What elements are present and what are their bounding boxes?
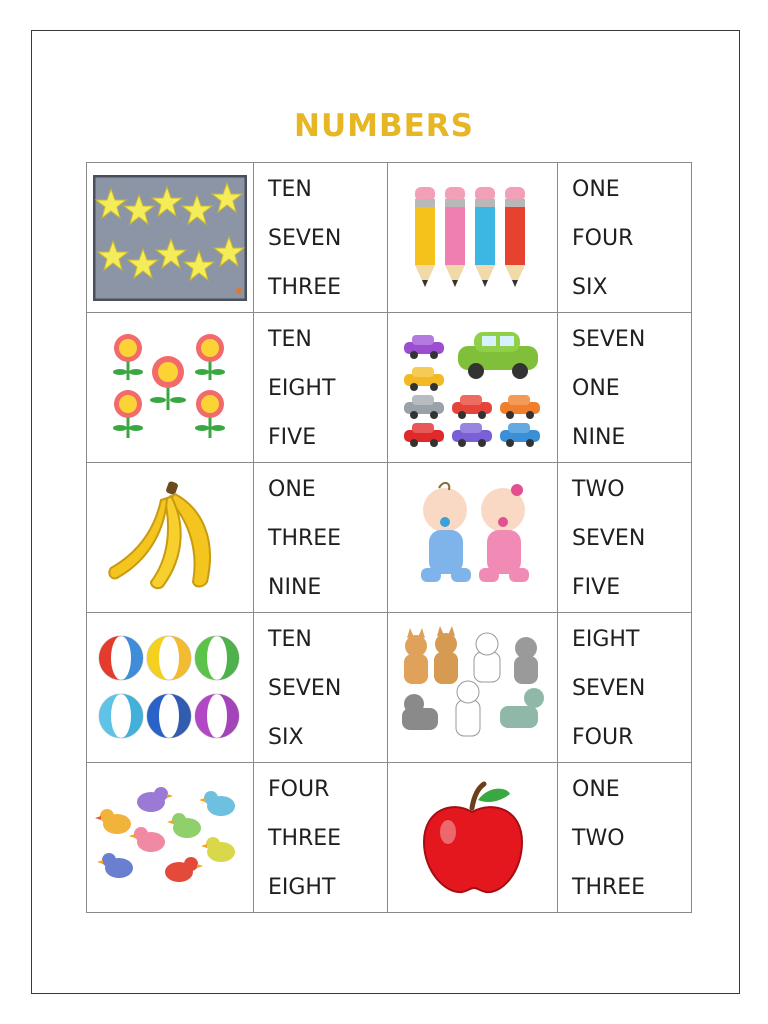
choice-word[interactable]: SIX xyxy=(572,275,608,300)
choice-word[interactable]: THREE xyxy=(268,526,342,551)
choice-word[interactable]: TWO xyxy=(572,826,625,851)
table-row xyxy=(87,313,692,463)
choice-word[interactable]: TWO xyxy=(572,477,625,502)
choice-word[interactable]: SEVEN xyxy=(572,676,646,701)
choice-word[interactable]: ONE xyxy=(572,177,620,202)
choice-word[interactable]: SEVEN xyxy=(572,526,646,551)
table-row xyxy=(87,463,692,613)
stars-icon xyxy=(93,175,247,301)
choices-cell xyxy=(558,763,692,913)
cars-icon xyxy=(400,328,546,448)
choice-word[interactable]: THREE xyxy=(572,875,646,900)
picture-cell xyxy=(87,313,254,463)
choices-cell xyxy=(254,613,388,763)
choice-word[interactable]: ONE xyxy=(572,376,620,401)
flowers-icon xyxy=(100,328,240,448)
choice-word[interactable]: ONE xyxy=(572,777,620,802)
choice-word[interactable]: SEVEN xyxy=(268,676,342,701)
choice-word[interactable]: FOUR xyxy=(268,777,330,802)
picture-cell xyxy=(87,163,254,313)
choices-cell xyxy=(558,613,692,763)
choices-cell xyxy=(558,313,692,463)
picture-cell xyxy=(87,763,254,913)
babies-icon xyxy=(403,476,543,600)
birds-icon xyxy=(95,780,245,896)
choice-word[interactable]: FIVE xyxy=(268,425,317,450)
choice-word[interactable]: NINE xyxy=(572,425,626,450)
choices-cell xyxy=(254,313,388,463)
choice-word[interactable]: FIVE xyxy=(572,575,621,600)
picture-cell xyxy=(388,163,558,313)
choice-word[interactable]: SEVEN xyxy=(572,327,646,352)
table-row xyxy=(87,613,692,763)
picture-cell xyxy=(87,463,254,613)
picture-cell xyxy=(87,613,254,763)
choice-word[interactable]: EIGHT xyxy=(572,627,640,652)
choice-word[interactable]: NINE xyxy=(268,575,322,600)
table-row xyxy=(87,763,692,913)
choices-cell xyxy=(254,163,388,313)
choices-cell xyxy=(254,463,388,613)
picture-cell xyxy=(388,763,558,913)
choice-word[interactable]: TEN xyxy=(268,327,312,352)
page-title: NUMBERS xyxy=(294,108,474,144)
choice-word[interactable]: FOUR xyxy=(572,725,634,750)
picture-cell xyxy=(388,463,558,613)
choice-word[interactable]: FOUR xyxy=(572,226,634,251)
choice-word[interactable]: TEN xyxy=(268,177,312,202)
choice-word[interactable]: SEVEN xyxy=(268,226,342,251)
choice-word[interactable]: THREE xyxy=(268,275,342,300)
choices-cell xyxy=(558,163,692,313)
picture-cell xyxy=(388,313,558,463)
pencils-icon xyxy=(403,183,543,293)
bananas-icon xyxy=(105,478,235,598)
picture-cell xyxy=(388,613,558,763)
choice-word[interactable]: TEN xyxy=(268,627,312,652)
apple-icon xyxy=(418,780,528,896)
choices-cell xyxy=(558,463,692,613)
choice-word[interactable]: EIGHT xyxy=(268,376,336,401)
choices-cell xyxy=(254,763,388,913)
cats-icon xyxy=(396,626,550,750)
choice-word[interactable]: ONE xyxy=(268,477,316,502)
table-row xyxy=(87,163,692,313)
choice-word[interactable]: SIX xyxy=(268,725,304,750)
choice-word[interactable]: EIGHT xyxy=(268,875,336,900)
balls-icon xyxy=(97,628,243,748)
choice-word[interactable]: THREE xyxy=(268,826,342,851)
numbers-table xyxy=(86,162,692,913)
